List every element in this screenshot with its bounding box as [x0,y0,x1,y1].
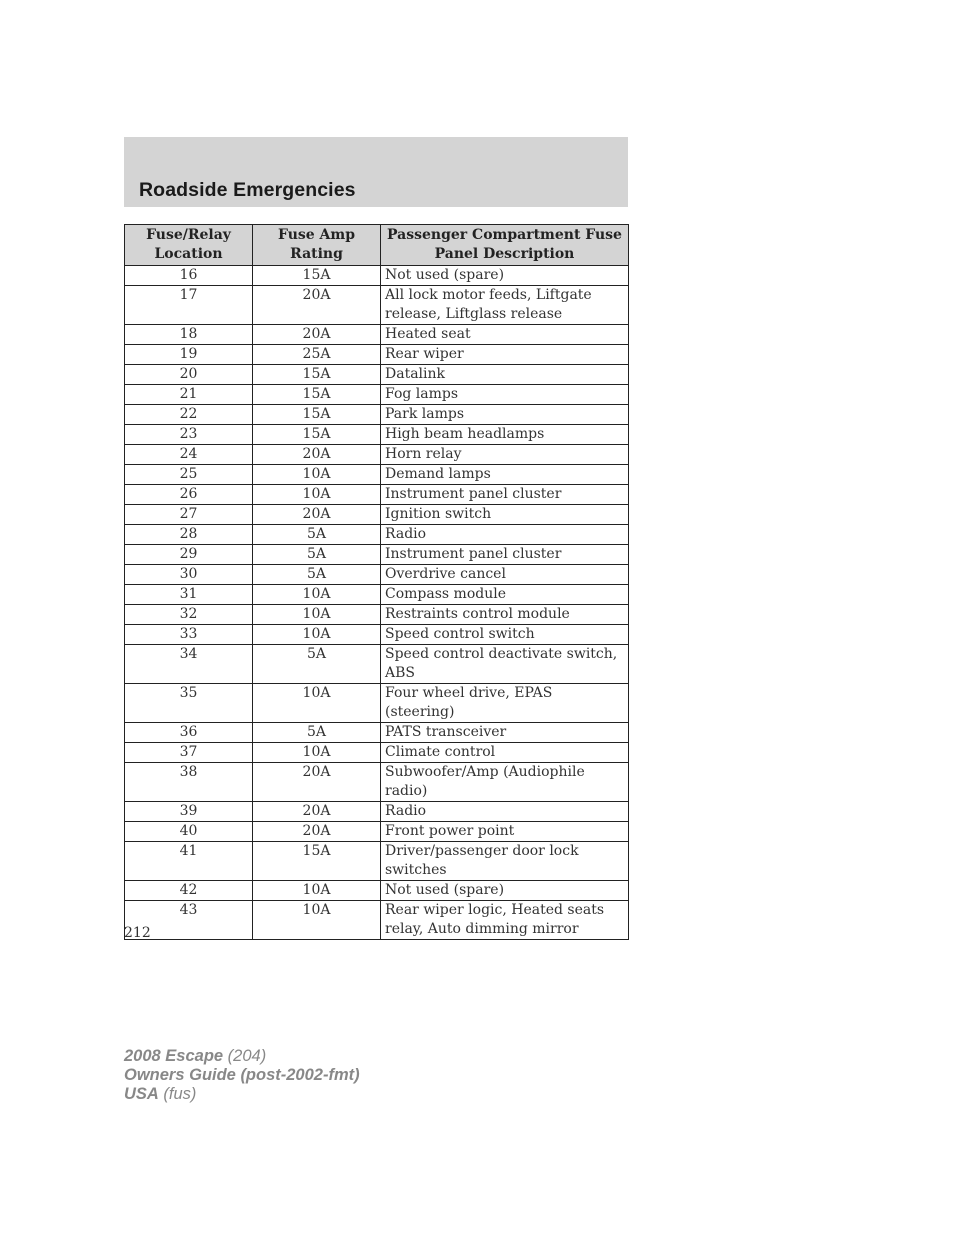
fuse-amp-cell: 15A [253,425,381,445]
fuse-description-cell: Speed control switch [381,625,629,645]
fuse-location-cell: 20 [125,365,253,385]
table-row [125,286,629,325]
table-row [125,425,629,445]
fuse-amp-cell: 5A [253,723,381,743]
fuse-description-cell: Radio [381,802,629,822]
column-header-amp: Fuse Amp Rating [253,225,381,266]
footer-market: USA [124,1085,159,1103]
table-row [125,525,629,545]
fuse-location-cell: 25 [125,465,253,485]
fuse-amp-cell: 15A [253,385,381,405]
table-row [125,465,629,485]
table-row [125,585,629,605]
fuse-location-cell: 34 [125,645,253,684]
fuse-description-cell: Overdrive cancel [381,565,629,585]
table-row [125,723,629,743]
table-row [125,901,629,940]
table-row [125,505,629,525]
fuse-location-cell: 16 [125,266,253,286]
fuse-location-cell: 37 [125,743,253,763]
table-row [125,605,629,625]
fuse-description-cell: Horn relay [381,445,629,465]
fuse-location-cell: 27 [125,505,253,525]
fuse-amp-cell: 10A [253,901,381,940]
fuse-amp-cell: 20A [253,822,381,842]
fuse-location-cell: 23 [125,425,253,445]
footer-guide: Owners Guide (post-2002-fmt) [124,1066,360,1084]
fuse-location-cell: 33 [125,625,253,645]
table-row [125,325,629,345]
fuse-amp-cell: 20A [253,286,381,325]
fuse-description-cell: High beam headlamps [381,425,629,445]
table-header-row [125,225,629,266]
fuse-description-cell: Not used (spare) [381,266,629,286]
table-row [125,545,629,565]
fuse-amp-cell: 25A [253,345,381,365]
fuse-location-cell: 39 [125,802,253,822]
fuse-description-cell: Climate control [381,743,629,763]
table-row [125,763,629,802]
table-row [125,445,629,465]
document-footer [124,1047,360,1104]
fuse-description-cell: Demand lamps [381,465,629,485]
fuse-location-cell: 29 [125,545,253,565]
fuse-amp-cell: 15A [253,842,381,881]
fuse-description-cell: Not used (spare) [381,881,629,901]
fuse-location-cell: 17 [125,286,253,325]
fuse-amp-cell: 5A [253,545,381,565]
footer-model-code: (204) [223,1047,267,1065]
fuse-amp-cell: 20A [253,325,381,345]
fuse-location-cell: 22 [125,405,253,425]
column-header-description: Passenger Compartment Fuse Panel Description [381,225,629,266]
fuse-description-cell: Four wheel drive, EPAS (steering) [381,684,629,723]
footer-line-model [124,1047,360,1066]
fuse-description-cell: Speed control deactivate switch, ABS [381,645,629,684]
fuse-amp-cell: 10A [253,684,381,723]
fuse-description-cell: Ignition switch [381,505,629,525]
table-row [125,842,629,881]
fuse-amp-cell: 15A [253,405,381,425]
table-row [125,802,629,822]
fuse-amp-cell: 10A [253,743,381,763]
fuse-amp-cell: 10A [253,605,381,625]
fuse-amp-cell: 10A [253,585,381,605]
table-row [125,485,629,505]
table-row [125,345,629,365]
fuse-amp-cell: 5A [253,525,381,545]
fuse-location-cell: 32 [125,605,253,625]
fuse-location-cell: 38 [125,763,253,802]
fuse-location-cell: 36 [125,723,253,743]
footer-market-code: (fus) [158,1085,197,1103]
fuse-description-cell: Datalink [381,365,629,385]
fuse-amp-cell: 20A [253,445,381,465]
fuse-amp-cell: 5A [253,645,381,684]
footer-model: 2008 Escape [124,1047,224,1065]
table-row [125,405,629,425]
fuse-amp-cell: 5A [253,565,381,585]
table-row [125,645,629,684]
section-header [124,137,628,207]
fuse-description-cell: Instrument panel cluster [381,485,629,505]
fuse-description-cell: Instrument panel cluster [381,545,629,565]
section-title: Roadside Emergencies [139,179,356,201]
fuse-table [124,224,629,940]
fuse-description-cell: Radio [381,525,629,545]
table-row [125,822,629,842]
fuse-amp-cell: 20A [253,505,381,525]
fuse-location-cell: 18 [125,325,253,345]
fuse-amp-cell: 20A [253,802,381,822]
fuse-description-cell: All lock motor feeds, Liftgate release, Liftglass release [381,286,629,325]
fuse-location-cell: 35 [125,684,253,723]
fuse-description-cell: Compass module [381,585,629,605]
fuse-description-cell: Rear wiper [381,345,629,365]
fuse-description-cell: Fog lamps [381,385,629,405]
fuse-amp-cell: 20A [253,763,381,802]
table-row [125,743,629,763]
page-number: 212 [124,925,151,941]
fuse-location-cell: 41 [125,842,253,881]
fuse-amp-cell: 15A [253,266,381,286]
fuse-location-cell: 40 [125,822,253,842]
fuse-description-cell: Front power point [381,822,629,842]
table-row [125,565,629,585]
fuse-location-cell: 42 [125,881,253,901]
fuse-location-cell: 21 [125,385,253,405]
fuse-location-cell: 24 [125,445,253,465]
table-row [125,385,629,405]
fuse-description-cell: Restraints control module [381,605,629,625]
table-row [125,625,629,645]
fuse-location-cell: 31 [125,585,253,605]
column-header-location: Fuse/Relay Location [125,225,253,266]
fuse-description-cell: Heated seat [381,325,629,345]
footer-line-market [124,1085,360,1104]
fuse-location-cell: 28 [125,525,253,545]
fuse-amp-cell: 10A [253,485,381,505]
table-row [125,266,629,286]
fuse-description-cell: PATS transceiver [381,723,629,743]
fuse-description-cell: Driver/passenger door lock switches [381,842,629,881]
fuse-location-cell: 19 [125,345,253,365]
fuse-description-cell: Subwoofer/Amp (Audiophile radio) [381,763,629,802]
table-row [125,365,629,385]
table-row [125,881,629,901]
fuse-amp-cell: 10A [253,625,381,645]
fuse-table-body [125,266,629,940]
table-row [125,684,629,723]
fuse-amp-cell: 10A [253,465,381,485]
fuse-amp-cell: 10A [253,881,381,901]
fuse-amp-cell: 15A [253,365,381,385]
fuse-location-cell: 26 [125,485,253,505]
fuse-description-cell: Rear wiper logic, Heated seats relay, Auto dimming mirror [381,901,629,940]
fuse-description-cell: Park lamps [381,405,629,425]
fuse-location-cell: 30 [125,565,253,585]
fuse-location-cell: 43 [125,901,253,940]
